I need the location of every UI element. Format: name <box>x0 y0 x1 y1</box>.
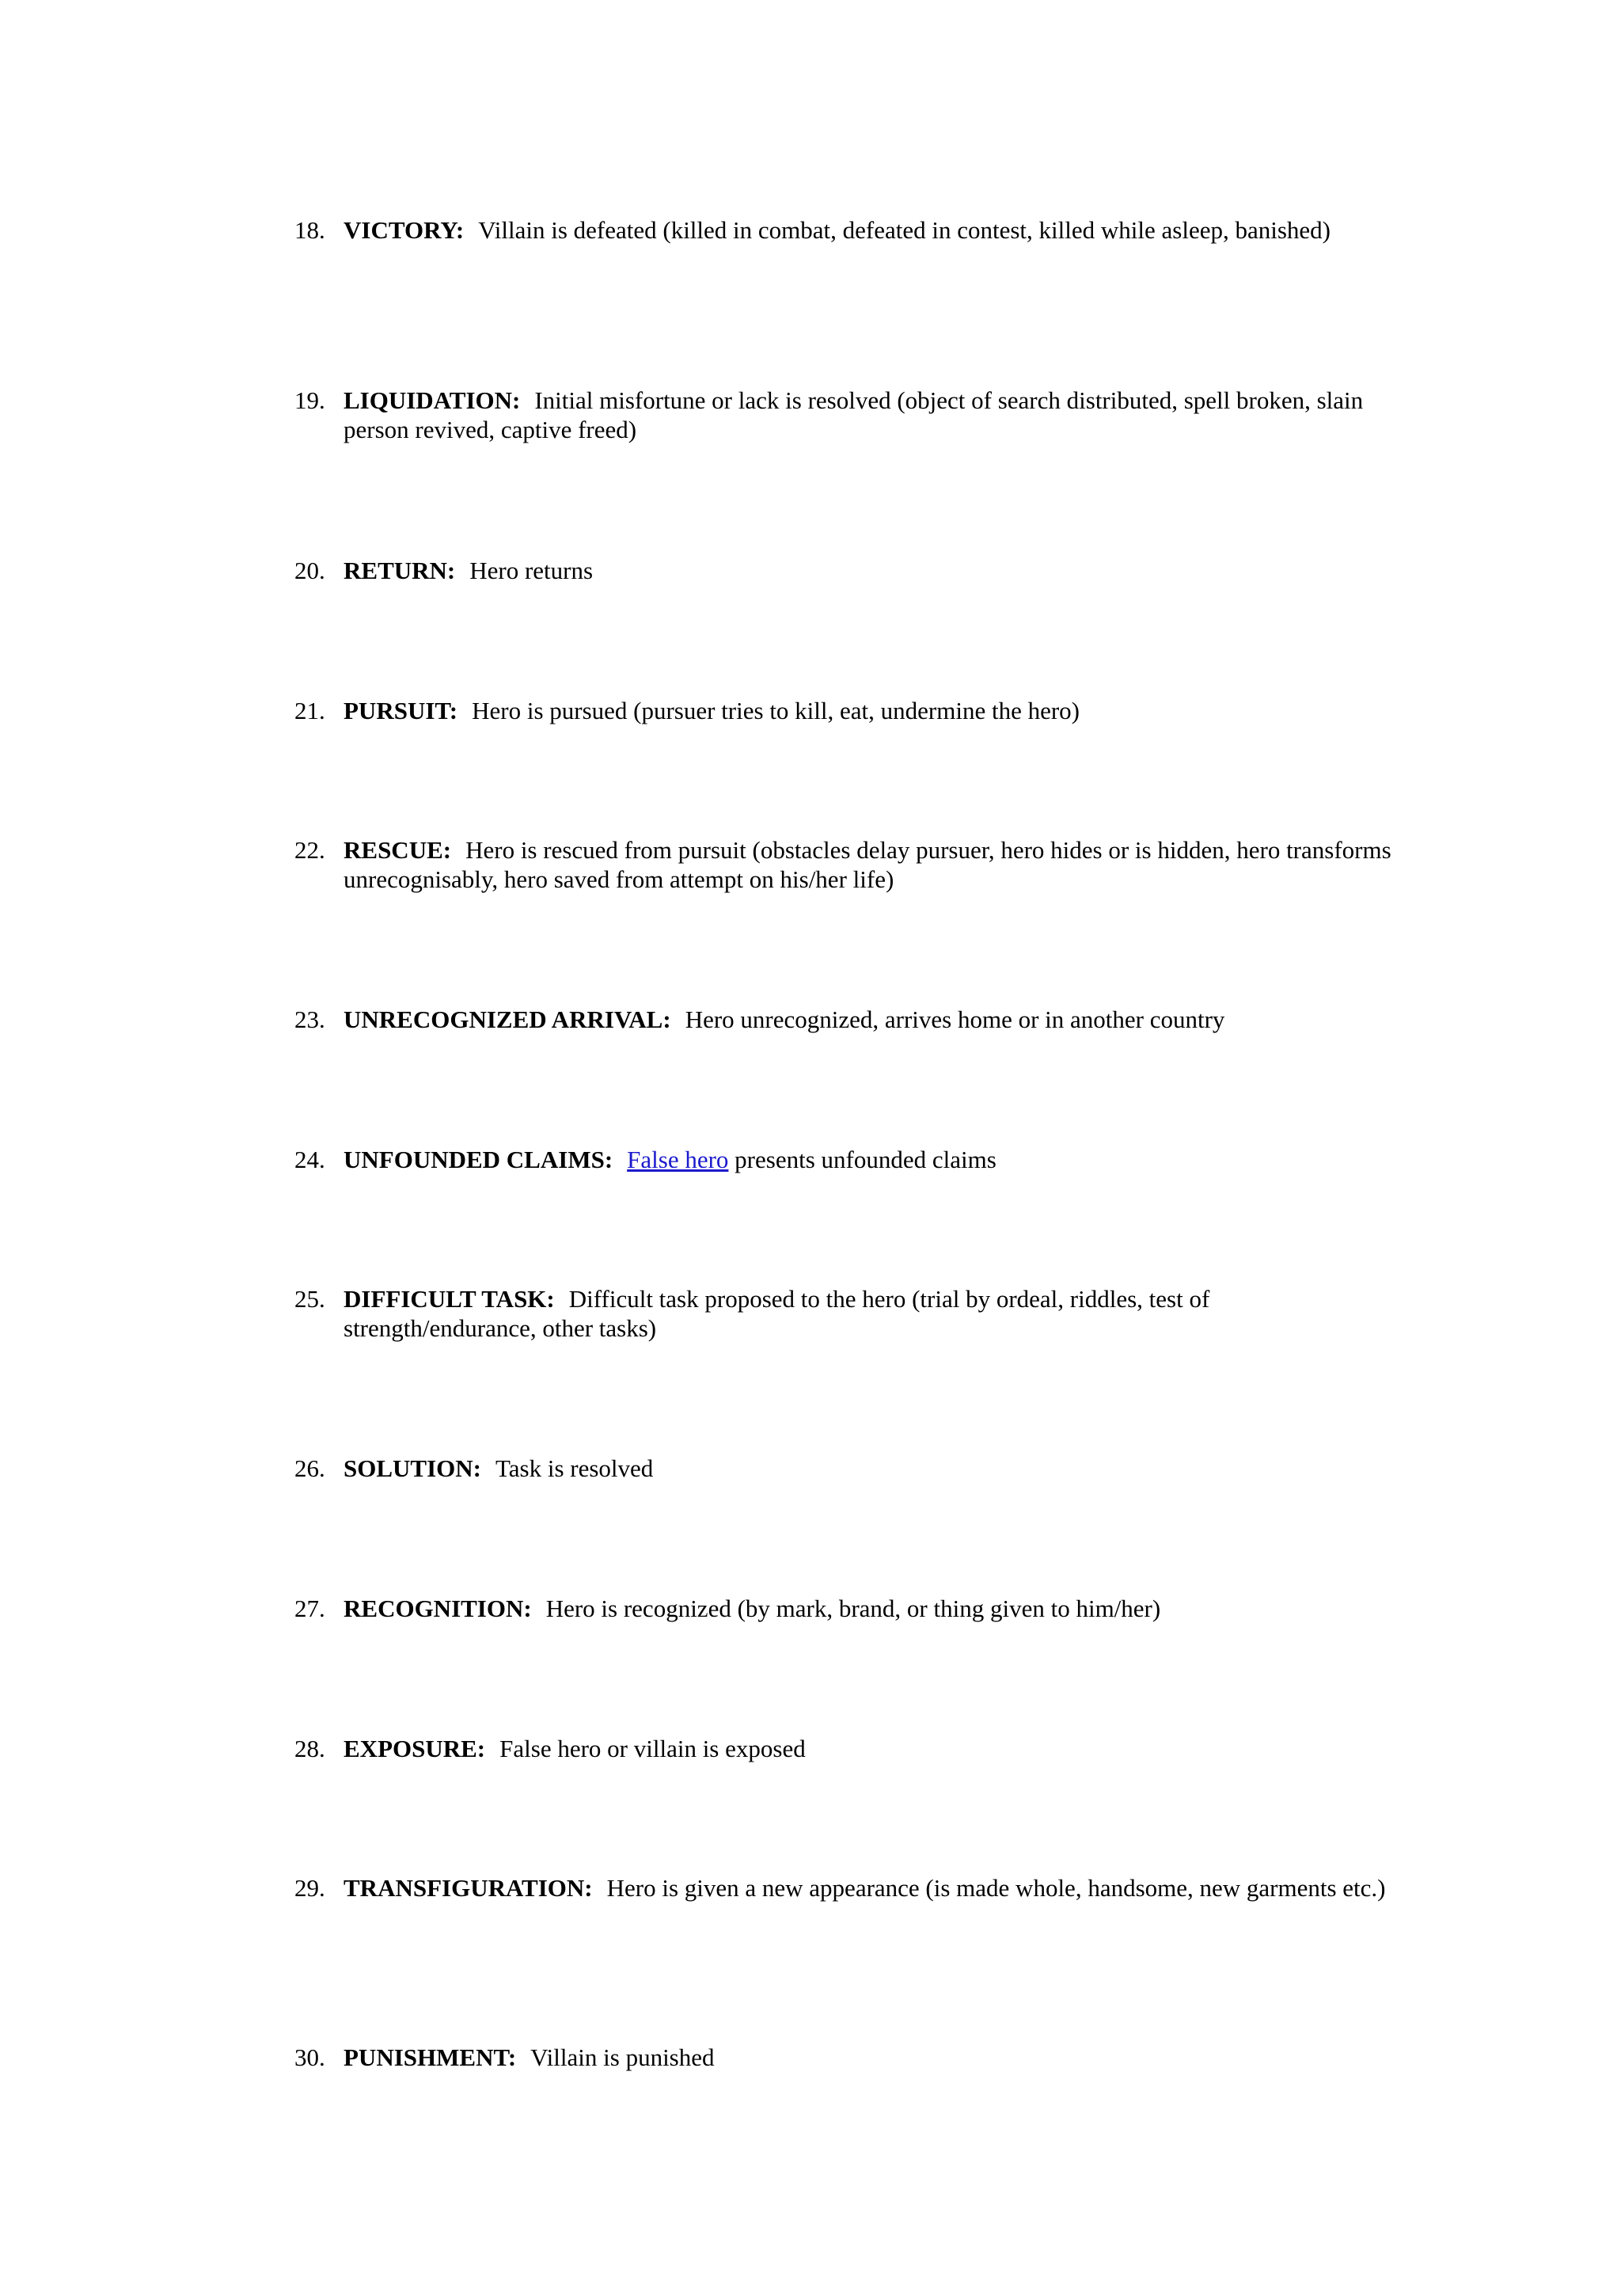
item-body <box>344 1284 1403 1343</box>
item-text: Difficult task proposed to the hero (trial by ordeal, riddles, test of strength/endurance, other tasks) <box>344 1285 1210 1342</box>
item-number: 26. <box>294 1454 325 1482</box>
item-body <box>344 556 1403 585</box>
list-item-19 <box>294 386 1403 444</box>
item-number: 27. <box>294 1595 325 1622</box>
item-body <box>344 386 1403 444</box>
item-term: SOLUTION: <box>344 1454 481 1482</box>
list-item-18 <box>294 215 1403 245</box>
item-term: VICTORY: <box>344 216 465 244</box>
item-text: Hero is rescued from pursuit (obstacles delay pursuer, hero hides or is hidden, hero transforms unrecognisably, hero saved from attempt on his/her life) <box>344 836 1391 893</box>
list-item-28 <box>294 1734 1403 1763</box>
list-item-20 <box>294 556 1403 585</box>
item-number: 21. <box>294 697 325 724</box>
item-body <box>344 215 1403 245</box>
item-text: Villain is punished <box>530 2043 715 2071</box>
item-term: LIQUIDATION: <box>344 386 521 414</box>
item-number: 30. <box>294 2043 325 2071</box>
item-body <box>344 1005 1403 1034</box>
list-item-21 <box>294 696 1403 725</box>
item-number: 22. <box>294 836 325 864</box>
item-text: presents unfounded claims <box>735 1146 997 1173</box>
item-body <box>344 2043 1403 2072</box>
item-text: Hero is recognized (by mark, brand, or thing given to him/her) <box>545 1595 1161 1622</box>
item-body <box>344 1145 1403 1174</box>
item-text: Villain is defeated (killed in combat, defeated in contest, killed while asleep, banished) <box>478 216 1331 244</box>
item-term: RECOGNITION: <box>344 1595 532 1622</box>
item-number: 29. <box>294 1874 325 1902</box>
item-body <box>344 1594 1403 1623</box>
item-text: Hero is pursued (pursuer tries to kill, eat, undermine the hero) <box>472 697 1080 724</box>
false-hero-link[interactable]: False hero <box>627 1146 729 1173</box>
list-item-26 <box>294 1454 1403 1483</box>
item-body <box>344 1454 1403 1483</box>
item-term: DIFFICULT TASK: <box>344 1285 555 1313</box>
item-term: RETURN: <box>344 557 456 584</box>
list-item-24 <box>294 1145 1403 1174</box>
item-text: False hero or villain is exposed <box>499 1735 806 1762</box>
item-number: 18. <box>294 216 325 244</box>
item-term: PUNISHMENT: <box>344 2043 517 2071</box>
item-body <box>344 1873 1403 1903</box>
item-number: 20. <box>294 557 325 584</box>
list-item-29 <box>294 1873 1403 1903</box>
item-text: Initial misfortune or lack is resolved (object of search distributed, spell broken, slain person revived, captive freed) <box>344 386 1364 443</box>
item-body <box>344 835 1403 894</box>
item-number: 28. <box>294 1735 325 1762</box>
item-text: Task is resolved <box>495 1454 654 1482</box>
list-item-23 <box>294 1005 1403 1034</box>
item-number: 25. <box>294 1285 325 1313</box>
item-body <box>344 1734 1403 1763</box>
item-body <box>344 696 1403 725</box>
item-term: UNRECOGNIZED ARRIVAL: <box>344 1005 671 1033</box>
list-item-25 <box>294 1284 1403 1343</box>
item-term: PURSUIT: <box>344 697 458 724</box>
item-term: TRANSFIGURATION: <box>344 1874 593 1902</box>
item-number: 19. <box>294 386 325 414</box>
item-term: UNFOUNDED CLAIMS: <box>344 1146 613 1173</box>
item-term: EXPOSURE: <box>344 1735 486 1762</box>
item-term: RESCUE: <box>344 836 452 864</box>
list-item-22 <box>294 835 1403 894</box>
item-text: Hero unrecognized, arrives home or in another country <box>685 1005 1225 1033</box>
item-text: Hero returns <box>469 557 594 584</box>
item-number: 23. <box>294 1005 325 1033</box>
item-number: 24. <box>294 1146 325 1173</box>
list-item-27 <box>294 1594 1403 1623</box>
list-item-30 <box>294 2043 1403 2072</box>
item-text: Hero is given a new appearance (is made whole, handsome, new garments etc.) <box>606 1874 1386 1902</box>
